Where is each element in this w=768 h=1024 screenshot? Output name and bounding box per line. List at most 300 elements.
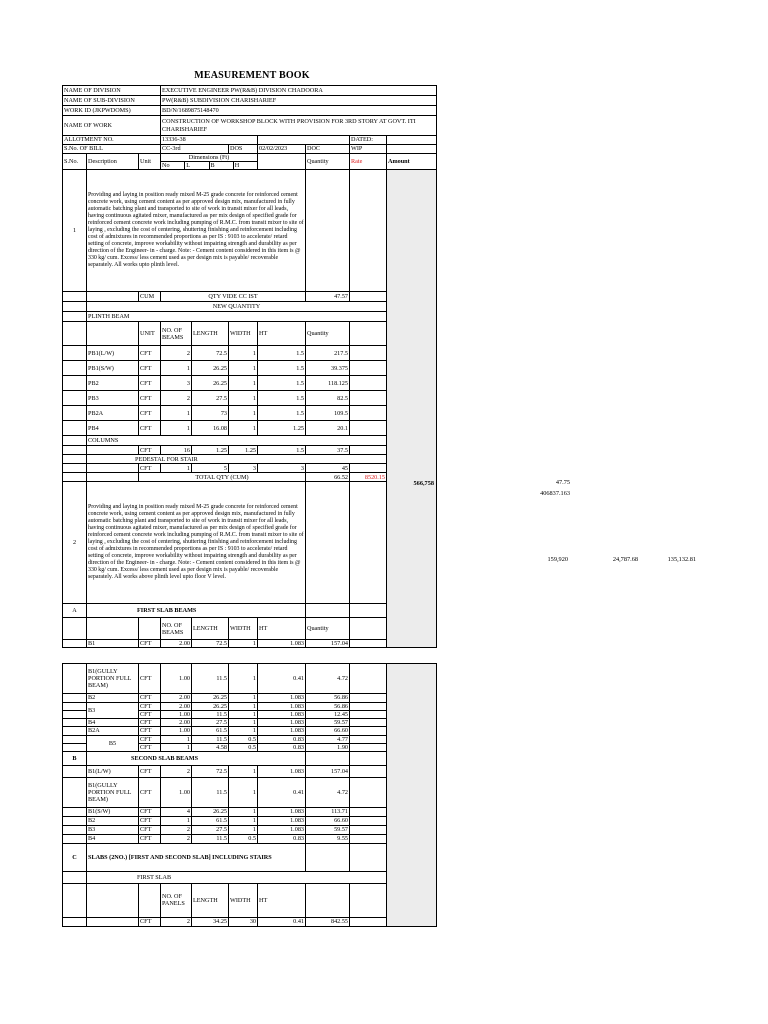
no: 1	[161, 464, 192, 473]
measurement-table-continued	[62, 663, 437, 927]
height: 1.5	[258, 446, 306, 455]
col-no: No	[162, 162, 170, 170]
no: 1	[161, 406, 192, 421]
width: 3	[229, 464, 258, 473]
cell	[350, 421, 387, 436]
header-row	[63, 96, 437, 106]
sub-header-row	[63, 883, 437, 917]
height: 1.083	[258, 765, 306, 777]
cell	[350, 751, 387, 765]
height: 0.83	[258, 735, 306, 743]
cell	[350, 719, 387, 727]
unit: CFT	[139, 361, 161, 376]
sub-no-panels: NO. OF PANELS	[161, 883, 192, 917]
cell	[306, 482, 350, 604]
table-row	[63, 421, 437, 436]
quantity: 45	[306, 464, 350, 473]
cell	[63, 871, 87, 883]
cell	[87, 618, 139, 640]
unit: CFT	[139, 727, 161, 735]
cell	[63, 711, 87, 719]
header-row	[63, 145, 437, 154]
sub-ht: HT	[258, 883, 306, 917]
cell	[63, 694, 87, 703]
cell	[63, 883, 87, 917]
table-row	[63, 807, 437, 816]
sub-ht: HT	[258, 618, 306, 640]
cell	[139, 618, 161, 640]
cell	[63, 735, 87, 743]
cell	[63, 464, 87, 473]
sub-unit: UNIT	[139, 322, 161, 346]
no: 3	[161, 376, 192, 391]
cell	[350, 322, 387, 346]
cell	[139, 883, 161, 917]
beam-name: PB4	[87, 421, 139, 436]
unit: CFT	[139, 391, 161, 406]
col-description: Description	[87, 154, 139, 170]
length: 26.25	[192, 376, 229, 391]
sub-width: WIDTH	[229, 618, 258, 640]
beam-name: B1(S/W)	[87, 807, 139, 816]
cell	[63, 834, 87, 843]
height: 1.5	[258, 391, 306, 406]
cell	[350, 703, 387, 711]
table-row	[63, 640, 437, 648]
cell	[306, 604, 350, 618]
cell	[63, 473, 87, 482]
width: 0.5	[229, 743, 258, 751]
cell	[350, 917, 387, 926]
unit: CFT	[139, 765, 161, 777]
unit: CFT	[139, 816, 161, 825]
beam-name: PB1(L/W)	[87, 346, 139, 361]
quantity: 56.86	[306, 694, 350, 703]
quantity: 12.45	[306, 711, 350, 719]
col-sno: S.No.	[63, 154, 87, 170]
cell	[87, 322, 139, 346]
subdivision-value: PW(R&B) SUBDIVISION CHARISHARIEF	[161, 96, 437, 106]
height: 1.5	[258, 406, 306, 421]
length: 11.5	[192, 735, 229, 743]
beam-name: B5	[87, 735, 139, 751]
cell	[63, 765, 87, 777]
beam-name: B2	[87, 694, 139, 703]
cell	[63, 292, 87, 302]
height: 1.083	[258, 703, 306, 711]
no: 2.00	[161, 719, 192, 727]
cell	[63, 703, 87, 711]
length: 27.5	[192, 825, 229, 834]
cell	[350, 727, 387, 735]
height: 0.41	[258, 917, 306, 926]
pedestal-label: PEDESTAL FOR STAIR	[87, 455, 387, 464]
height: 3	[258, 464, 306, 473]
header-row	[63, 136, 437, 145]
width: 0.5	[229, 834, 258, 843]
quantity: 20.1	[306, 421, 350, 436]
length: 11.5	[192, 711, 229, 719]
length: 11.5	[192, 664, 229, 694]
cell	[350, 446, 387, 455]
quantity: 66.60	[306, 816, 350, 825]
no: 2.00	[161, 640, 192, 648]
length: 26.25	[192, 694, 229, 703]
table-row	[63, 446, 437, 455]
division-value: EXECUTIVE ENGINEER PW(R&B) DIVISION CHADOORA	[161, 86, 437, 96]
width: 1	[229, 640, 258, 648]
item-row	[63, 482, 437, 604]
cell	[63, 640, 87, 648]
rate: 8520.15	[350, 473, 387, 482]
width: 1	[229, 825, 258, 834]
section-header-row	[63, 751, 437, 765]
table-row	[63, 361, 437, 376]
no: 16	[161, 446, 192, 455]
length: 5	[192, 464, 229, 473]
table-row	[63, 825, 437, 834]
beam-name: B3	[87, 825, 139, 834]
length: 72.5	[192, 346, 229, 361]
side-value: 47.75	[555, 479, 570, 486]
allotment-value: 13336-38	[161, 136, 258, 145]
side-value: 135,132.81	[667, 556, 696, 563]
length: 27.5	[192, 719, 229, 727]
bill-label: S.No. OF BILL	[63, 145, 161, 154]
no: 2.00	[161, 703, 192, 711]
beam-name: PB2A	[87, 406, 139, 421]
section-letter: B	[63, 751, 87, 765]
cell	[350, 834, 387, 843]
unit: CFT	[139, 421, 161, 436]
width: 1	[229, 421, 258, 436]
width: 1	[229, 361, 258, 376]
height: 1.5	[258, 376, 306, 391]
sub-no-beams: NO. OF BEAMS	[161, 618, 192, 640]
quantity: 82.5	[306, 391, 350, 406]
item-row	[63, 302, 437, 312]
col-unit: Unit	[139, 154, 161, 170]
section-letter: C	[63, 843, 87, 871]
cell	[63, 346, 87, 361]
width: 1	[229, 703, 258, 711]
table-row	[63, 664, 437, 694]
no: 1	[161, 735, 192, 743]
cell	[63, 302, 87, 312]
sub-quantity: Quantity	[306, 322, 350, 346]
vide-label: QTY VIDE CC IST	[161, 292, 306, 302]
quantity: 59.57	[306, 719, 350, 727]
table-row	[63, 455, 437, 464]
width: 1	[229, 664, 258, 694]
amount-column	[387, 664, 437, 927]
unit: CFT	[139, 743, 161, 751]
height: 1.083	[258, 711, 306, 719]
no: 2	[161, 834, 192, 843]
quantity: 9.55	[306, 834, 350, 843]
total-row	[63, 473, 437, 482]
cell	[306, 883, 350, 917]
cell	[350, 807, 387, 816]
cell	[306, 170, 350, 292]
dated-label: DATED:	[350, 136, 387, 145]
unit: CFT	[139, 807, 161, 816]
cell	[350, 825, 387, 834]
col-h-spacer	[258, 154, 306, 170]
table-row	[63, 376, 437, 391]
quantity: 4.77	[306, 735, 350, 743]
length: 26.25	[192, 361, 229, 376]
header-row	[63, 86, 437, 96]
col-b: B	[209, 162, 233, 169]
unit: CFT	[139, 711, 161, 719]
unit: CFT	[139, 464, 161, 473]
cell	[63, 917, 87, 926]
sub-header-row	[63, 322, 437, 346]
cell	[350, 664, 387, 694]
total-label: TOTAL QTY (CUM)	[139, 473, 306, 482]
table-row	[63, 406, 437, 421]
cell	[350, 711, 387, 719]
height: 1.083	[258, 727, 306, 735]
total-qty: 66.52	[306, 473, 350, 482]
cell	[63, 816, 87, 825]
cell	[63, 455, 87, 464]
width: 1	[229, 694, 258, 703]
cell	[87, 473, 139, 482]
width: 30	[229, 917, 258, 926]
sub-no-beams: NO. OF BEAMS	[161, 322, 192, 346]
quantity: 109.5	[306, 406, 350, 421]
header-row	[63, 106, 437, 116]
col-amount: Amount	[387, 154, 437, 170]
unit: CFT	[139, 446, 161, 455]
quantity: 37.5	[306, 446, 350, 455]
width: 1	[229, 406, 258, 421]
height: 0.41	[258, 777, 306, 807]
height: 1.25	[258, 421, 306, 436]
cell	[63, 322, 87, 346]
table-row	[63, 391, 437, 406]
cell	[63, 436, 87, 446]
height: 1.5	[258, 346, 306, 361]
beam-name: B1(GULLY PORTION FULL BEAM)	[87, 664, 139, 694]
table-row	[63, 719, 437, 727]
quantity: 4.72	[306, 777, 350, 807]
table-row	[63, 834, 437, 843]
section-header-row	[63, 843, 437, 871]
beam-name: B2	[87, 816, 139, 825]
table-row	[63, 777, 437, 807]
no: 2	[161, 917, 192, 926]
col-h: H	[233, 162, 257, 169]
section-header-row	[63, 604, 437, 618]
cell	[350, 743, 387, 751]
cell	[87, 883, 139, 917]
no: 1.00	[161, 711, 192, 719]
length: 27.5	[192, 391, 229, 406]
cell	[350, 482, 387, 604]
item-row	[63, 292, 437, 302]
work-value: CONSTRUCTION OF WORKSHOP BLOCK WITH PROVISION FOR 3RD STORY AT GOVT. ITI CHARISHARIEF	[161, 116, 437, 136]
no: 1.00	[161, 727, 192, 735]
work-label: NAME OF WORK	[63, 116, 161, 136]
cell	[63, 406, 87, 421]
unit: CFT	[139, 777, 161, 807]
sub-width: WIDTH	[229, 883, 258, 917]
length: 72.5	[192, 765, 229, 777]
item-row	[63, 312, 437, 322]
cell	[63, 446, 87, 455]
header-row	[63, 116, 437, 136]
sub-length: LENGTH	[192, 322, 229, 346]
cell	[87, 292, 139, 302]
height: 1.083	[258, 807, 306, 816]
section-title: SLABS (2NO.) [FIRST AND SECOND SLAB] INCLUDING STAIRS	[87, 843, 306, 871]
amount-column	[387, 170, 437, 648]
width: 1	[229, 346, 258, 361]
length: 61.5	[192, 816, 229, 825]
width: 1	[229, 719, 258, 727]
height: 1.5	[258, 361, 306, 376]
cell	[63, 777, 87, 807]
cell	[87, 446, 139, 455]
height: 1.083	[258, 719, 306, 727]
length: 26.25	[192, 807, 229, 816]
no: 2	[161, 346, 192, 361]
side-value: 406837.163	[540, 490, 570, 497]
workid-label: WORK ID (JKPWDOMS)	[63, 106, 161, 116]
length: 73	[192, 406, 229, 421]
unit: CFT	[139, 917, 161, 926]
section-letter: A	[63, 604, 87, 618]
cum-unit: CUM	[139, 292, 161, 302]
cell	[63, 421, 87, 436]
cell	[63, 664, 87, 694]
no: 4	[161, 807, 192, 816]
dimensions-label: Dimensions (Ft)	[161, 154, 257, 162]
unit: CFT	[139, 406, 161, 421]
length: 61.5	[192, 727, 229, 735]
quantity: 217.5	[306, 346, 350, 361]
doc-label: DOC	[306, 145, 350, 154]
length: 11.5	[192, 777, 229, 807]
new-quantity-label: NEW QUANTITY	[87, 302, 387, 312]
table-row	[63, 464, 437, 473]
col-l: L	[184, 162, 208, 169]
col-dimensions	[161, 154, 258, 170]
dated-value	[387, 136, 437, 145]
cell	[63, 376, 87, 391]
cell	[63, 312, 87, 322]
allotment-label: ALLOTMENT NO.	[63, 136, 161, 145]
cell	[350, 376, 387, 391]
quantity: 56.86	[306, 703, 350, 711]
height: 1.083	[258, 694, 306, 703]
width: 1	[229, 391, 258, 406]
cell	[350, 618, 387, 640]
cell	[350, 694, 387, 703]
no: 2	[161, 391, 192, 406]
height: 0.83	[258, 743, 306, 751]
quantity: 842.55	[306, 917, 350, 926]
item-row	[63, 170, 437, 292]
quantity: 39.375	[306, 361, 350, 376]
beam-name: B1(GULLY PORTION FULL BEAM)	[87, 777, 139, 807]
plinth-beam-label: PLINTH BEAM	[87, 312, 387, 322]
cell	[63, 618, 87, 640]
height: 1.083	[258, 816, 306, 825]
width: 1	[229, 816, 258, 825]
cell	[350, 406, 387, 421]
no: 1	[161, 816, 192, 825]
dated-spacer	[258, 136, 350, 145]
width: 0.5	[229, 735, 258, 743]
unit: CFT	[139, 640, 161, 648]
cell	[63, 807, 87, 816]
quantity: 1.90	[306, 743, 350, 751]
col-rate: Rate	[350, 154, 387, 170]
item-sno: 1	[63, 170, 87, 292]
section-title: SECOND SLAB BEAMS	[87, 751, 306, 765]
subdivision-label: NAME OF SUB-DIVISION	[63, 96, 161, 106]
quantity: 157.04	[306, 640, 350, 648]
cell	[350, 170, 387, 292]
columns-label: COLUMNS	[87, 436, 387, 446]
unit: CFT	[139, 376, 161, 391]
table-row	[63, 871, 437, 883]
table-row	[63, 694, 437, 703]
quantity: 157.04	[306, 765, 350, 777]
height: 1.083	[258, 640, 306, 648]
length: 11.5	[192, 834, 229, 843]
quantity: 4.72	[306, 664, 350, 694]
height: 1.083	[258, 825, 306, 834]
first-slab-label: FIRST SLAB	[87, 871, 387, 883]
dos-label: DOS	[229, 145, 258, 154]
cell	[350, 604, 387, 618]
quantity: 66.60	[306, 727, 350, 735]
width: 1	[229, 777, 258, 807]
no: 1.00	[161, 664, 192, 694]
beam-name: B4	[87, 834, 139, 843]
division-label: NAME OF DIVISION	[63, 86, 161, 96]
length: 72.5	[192, 640, 229, 648]
col-quantity: Quantity	[306, 154, 350, 170]
quantity: 118.125	[306, 376, 350, 391]
no: 1.00	[161, 777, 192, 807]
table-row	[63, 917, 437, 926]
cell	[63, 727, 87, 735]
length: 34.25	[192, 917, 229, 926]
cell	[350, 777, 387, 807]
no: 1	[161, 361, 192, 376]
item-description: Providing and laying in position ready mixed M-25 grade concrete for reinforced cement concrete work, using cement content as per approved design mix, manufactured in fully automatic batching plant and transported to site of work in transit mixer for all leads, having continuous agitated mixer, manufactured as per mix design of specified grade for reinforced cement concrete work including pumping of R.M.C. from transit mixer to site of laying , excluding the cost of centering, shuttering finishing and reinforcement including cost of admixtures in recommended proportions as per IS : 9103 to accelerate/ retard setting of concrete, improve workability without impairing strength and durability as per direction of the Engineer- in - charge. Note: - Cement content considered in this item is @ 330 kg/ cum. Excess/ less cement used as per design mix is payable/ recoverable separately. All works above plinth level upto floor V level.	[87, 482, 306, 604]
column-header-row	[63, 154, 437, 170]
sub-quantity: Quantity	[306, 618, 350, 640]
section-title: FIRST SLAB BEAMS	[87, 604, 306, 618]
vide-qty: 47.57	[306, 292, 350, 302]
cell	[63, 743, 87, 751]
table-row	[63, 346, 437, 361]
cell	[350, 883, 387, 917]
length: 1.25	[192, 446, 229, 455]
unit: CFT	[139, 703, 161, 711]
workid-value: BD/N/1689875148470	[161, 106, 437, 116]
table-row	[63, 703, 437, 711]
table-row	[63, 436, 437, 446]
item-sno: 2	[63, 482, 87, 604]
